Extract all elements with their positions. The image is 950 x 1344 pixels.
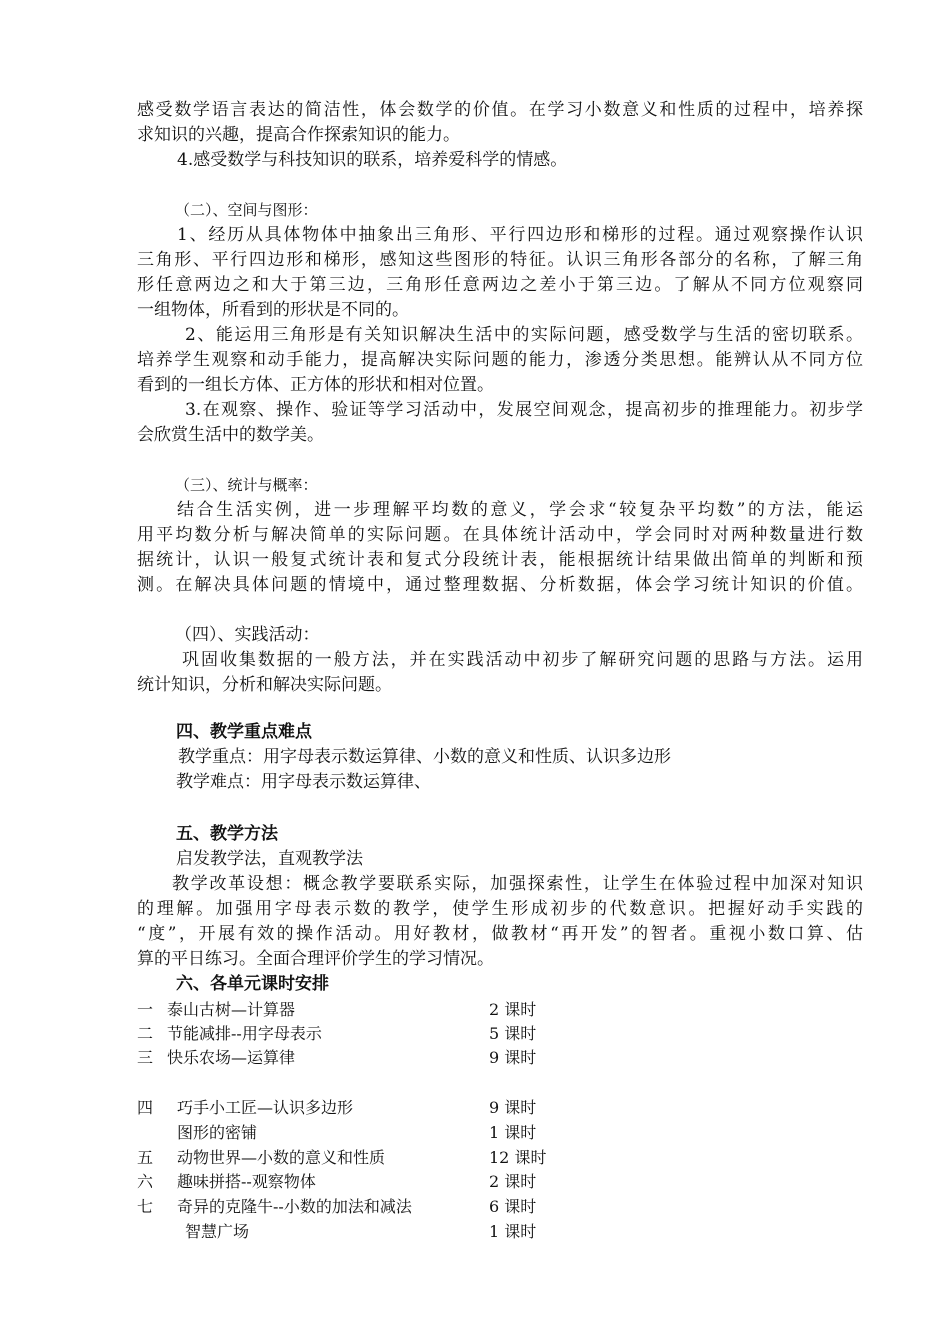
schedule-row	[137, 1045, 597, 1070]
paragraph-line: 据统计，认识一般复式统计表和复式分段统计表，能根据统计结果做出简单的判断和预	[137, 550, 863, 570]
unit-title: 节能减排--用字母表示	[167, 1024, 322, 1043]
paragraph-line: 结合生活实例，进一步理解平均数的意义，学会求“较复杂平均数”的方法，能运	[177, 500, 863, 520]
paragraph-line: 的理解。加强用字母表示数的教学，使学生形成初步的代数意识。把握好动手实践的	[137, 899, 863, 919]
paragraph-line: 2、能运用三角形是有关知识解决生活中的实际问题，感受数学与生活的密切联系。	[185, 325, 863, 345]
unit-hours: 9 课时	[489, 1048, 537, 1067]
schedule-row	[137, 1120, 597, 1145]
unit-hours: 12 课时	[489, 1148, 547, 1167]
unit-number: 四	[137, 1098, 154, 1117]
unit-title: 奇异的克隆牛--小数的加法和减法	[177, 1197, 412, 1216]
paragraph-line: 测。在解决具体问题的情境中，通过整理数据、分析数据，体会学习统计知识的价值。	[137, 575, 863, 595]
paragraph-line: 会欣赏生活中的数学美。	[137, 425, 324, 445]
paragraph-line: 启发教学法，直观教学法	[176, 849, 363, 869]
unit-title: 泰山古树—计算器	[167, 1000, 296, 1019]
paragraph-line: 3.在观察、操作、验证等学习活动中，发展空间观念，提高初步的推理能力。初步学	[185, 400, 863, 420]
section-title: 五、教学方法	[176, 824, 278, 844]
paragraph-line: 感受数学语言表达的简洁性，体会数学的价值。在学习小数意义和性质的过程中，培养探	[137, 100, 863, 120]
section-title: 四、教学重点难点	[176, 722, 312, 742]
schedule-row	[137, 1169, 597, 1194]
unit-hours: 9 课时	[489, 1098, 537, 1117]
paragraph-line: 三角形、平行四边形和梯形，感知这些图形的特征。认识三角形各部分的名称，了解三角	[137, 250, 863, 270]
unit-hours: 2 课时	[489, 1172, 537, 1191]
schedule-row	[137, 1021, 597, 1046]
unit-number: 三	[137, 1048, 154, 1067]
paragraph-line: 看到的一组长方体、正方体的形状和相对位置。	[137, 375, 494, 395]
paragraph-line: 4.感受数学与科技知识的联系，培养爱科学的情感。	[177, 150, 568, 170]
schedule-row	[137, 1095, 597, 1120]
unit-hours: 2 课时	[489, 1000, 537, 1019]
schedule-row	[137, 1219, 597, 1244]
unit-number: 七	[137, 1197, 154, 1216]
unit-number: 五	[137, 1148, 154, 1167]
unit-hours: 1 课时	[489, 1222, 537, 1241]
paragraph-line: 形任意两边之和大于第三边，三角形任意两边之差小于第三边。了解从不同方位观察同	[137, 275, 863, 295]
schedule-row	[137, 1145, 597, 1170]
paragraph-line: 培养学生观察和动手能力，提高解决实际问题的能力，渗透分类思想。能辨认从不同方位	[137, 350, 863, 370]
paragraph-line: 巩固收集数据的一般方法，并在实践活动中初步了解研究问题的思路与方法。运用	[182, 650, 863, 670]
unit-title: 图形的密铺	[177, 1123, 258, 1142]
unit-hours: 6 课时	[489, 1197, 537, 1216]
section-title: 六、各单元课时安排	[176, 974, 329, 994]
section-heading: （三）、统计与概率：	[175, 476, 318, 494]
paragraph-line: “度”，开展有效的操作活动。用好教材，做教材“再开发”的智者。重视小数口算、估	[137, 924, 863, 944]
paragraph-line: 教学改革设想：概念教学要联系实际，加强探索性，让学生在体验过程中加深对知识	[172, 874, 863, 894]
unit-hours: 5 课时	[489, 1024, 537, 1043]
paragraph-line: 教学难点：用字母表示数运算律、	[176, 772, 431, 792]
unit-title: 动物世界—小数的意义和性质	[177, 1148, 386, 1167]
schedule-row	[137, 1194, 597, 1219]
paragraph-line: 教学重点：用字母表示数运算律、小数的意义和性质、认识多边形	[178, 747, 671, 767]
paragraph-line: 用平均数分析与解决简单的实际问题。在具体统计活动中，学会同时对两种数量进行数	[137, 525, 863, 545]
unit-title: 趣味拼搭--观察物体	[177, 1172, 316, 1191]
paragraph-line: 算的平日练习。全面合理评价学生的学习情况。	[137, 949, 494, 969]
unit-hours: 1 课时	[489, 1123, 537, 1142]
schedule-row	[137, 997, 597, 1022]
unit-title: 智慧广场	[185, 1222, 250, 1241]
section-heading: （四）、实践活动：	[175, 625, 320, 645]
unit-title: 快乐农场—运算律	[167, 1048, 296, 1067]
paragraph-line: 求知识的兴趣，提高合作探索知识的能力。	[137, 125, 460, 145]
unit-number: 二	[137, 1024, 154, 1043]
section-heading: （二）、空间与图形：	[175, 201, 318, 219]
paragraph-line: 1、经历从具体物体中抽象出三角形、平行四边形和梯形的过程。通过观察操作认识	[177, 225, 863, 245]
unit-title: 巧手小工匠—认识多边形	[177, 1098, 354, 1117]
unit-number: 一	[137, 1000, 154, 1019]
paragraph-line: 一组物体，所看到的形状是不同的。	[137, 300, 409, 320]
paragraph-line: 统计知识，分析和解决实际问题。	[137, 675, 392, 695]
unit-number: 六	[137, 1172, 154, 1191]
